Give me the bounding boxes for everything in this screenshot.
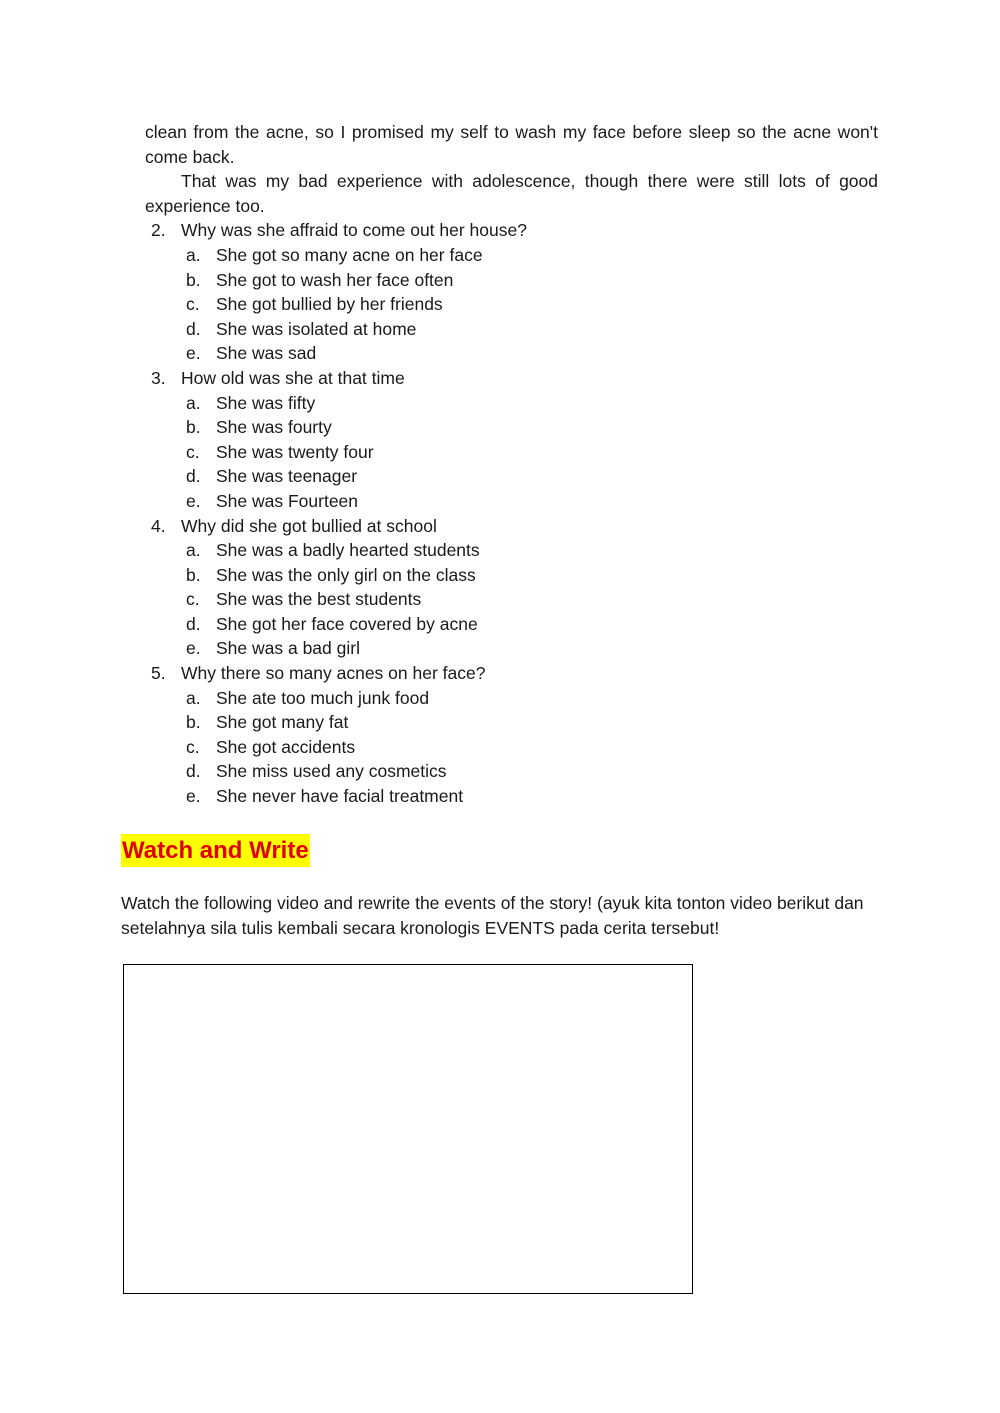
option-letter: e.: [186, 786, 201, 807]
option-letter: e.: [186, 490, 201, 511]
option-letter: b.: [186, 712, 201, 733]
answer-option[interactable]: [145, 759, 878, 784]
answer-option[interactable]: [145, 686, 878, 711]
answer-option[interactable]: [145, 268, 878, 293]
option-letter: a.: [186, 392, 201, 413]
option-list: [145, 243, 878, 366]
answer-option[interactable]: [145, 317, 878, 342]
answer-option[interactable]: [145, 341, 878, 366]
answer-box[interactable]: [123, 964, 693, 1294]
story-closing-paragraph: That was my bad experience with adolescence, though there were still lots of good experience too.: [145, 171, 878, 216]
option-letter: b.: [186, 564, 201, 585]
question-text: Why did she got bullied at school: [181, 515, 437, 536]
option-text: She got her face covered by acne: [216, 613, 478, 634]
option-text: She got so many acne on her face: [216, 244, 483, 265]
option-letter: b.: [186, 269, 201, 290]
option-list: [145, 686, 878, 809]
answer-option[interactable]: [145, 612, 878, 637]
option-letter: a.: [186, 244, 201, 265]
answer-option[interactable]: [145, 784, 878, 809]
question-item: [145, 514, 878, 662]
option-letter: c.: [186, 589, 200, 610]
answer-option[interactable]: [145, 440, 878, 465]
option-text: She miss used any cosmetics: [216, 761, 447, 782]
question-number: 5.: [151, 663, 166, 684]
option-text: She was fourty: [216, 417, 332, 438]
question-number: 4.: [151, 515, 166, 536]
option-letter: c.: [186, 441, 200, 462]
question-text: Why there so many acnes on her face?: [181, 663, 486, 684]
option-list: [145, 538, 878, 661]
option-text: She was fifty: [216, 392, 316, 413]
option-text: She ate too much junk food: [216, 687, 430, 708]
option-text: She got bullied by her friends: [216, 294, 443, 315]
option-letter: c.: [186, 294, 200, 315]
question-item: [145, 661, 878, 809]
answer-option[interactable]: [145, 587, 878, 612]
option-letter: d.: [186, 318, 201, 339]
answer-option[interactable]: [145, 735, 878, 760]
option-text: She was a badly hearted students: [216, 540, 480, 561]
answer-option[interactable]: [145, 243, 878, 268]
answer-option[interactable]: [145, 391, 878, 416]
option-text: She got many fat: [216, 712, 349, 733]
watch-and-write-heading: Watch and Write: [121, 834, 310, 867]
answer-option[interactable]: [145, 292, 878, 317]
option-text: She was isolated at home: [216, 318, 417, 339]
question-text: How old was she at that time: [181, 367, 405, 388]
story-paragraph-end: clean from the acne, so I promised my self to wash my face before sleep so the acne won't come back.: [145, 122, 878, 167]
question-text: Why was she affraid to come out her house?: [181, 220, 527, 241]
answer-option[interactable]: [145, 415, 878, 440]
option-letter: a.: [186, 540, 201, 561]
option-text: She was a bad girl: [216, 638, 360, 659]
answer-option[interactable]: [145, 636, 878, 661]
option-letter: a.: [186, 687, 201, 708]
option-letter: d.: [186, 613, 201, 634]
option-letter: e.: [186, 343, 201, 364]
option-text: She never have facial treatment: [216, 786, 464, 807]
question-item: [145, 218, 878, 366]
option-text: She was sad: [216, 343, 317, 364]
option-list: [145, 391, 878, 514]
option-letter: e.: [186, 638, 201, 659]
answer-option[interactable]: [145, 489, 878, 514]
option-text: She was Fourteen: [216, 490, 359, 511]
option-text: She got accidents: [216, 736, 356, 757]
reading-passage: [145, 120, 878, 809]
question-number: 3.: [151, 367, 166, 388]
option-text: She was the only girl on the class: [216, 564, 476, 585]
answer-option[interactable]: [145, 710, 878, 735]
answer-option[interactable]: [145, 464, 878, 489]
watch-instructions: Watch the following video and rewrite the events of the story! (ayuk kita tonton video berikut dan setelahnya sila tulis kembali secara kronologis EVENTS pada cerita tersebut!: [121, 893, 864, 938]
option-letter: c.: [186, 736, 200, 757]
option-text: She was the best students: [216, 589, 422, 610]
answer-option[interactable]: [145, 538, 878, 563]
option-text: She got to wash her face often: [216, 269, 454, 290]
question-number: 2.: [151, 220, 166, 241]
question-list: [145, 218, 878, 808]
answer-option[interactable]: [145, 563, 878, 588]
option-letter: b.: [186, 417, 201, 438]
question-item: [145, 366, 878, 514]
option-text: She was twenty four: [216, 441, 374, 462]
option-letter: d.: [186, 761, 201, 782]
option-text: She was teenager: [216, 466, 358, 487]
option-letter: d.: [186, 466, 201, 487]
